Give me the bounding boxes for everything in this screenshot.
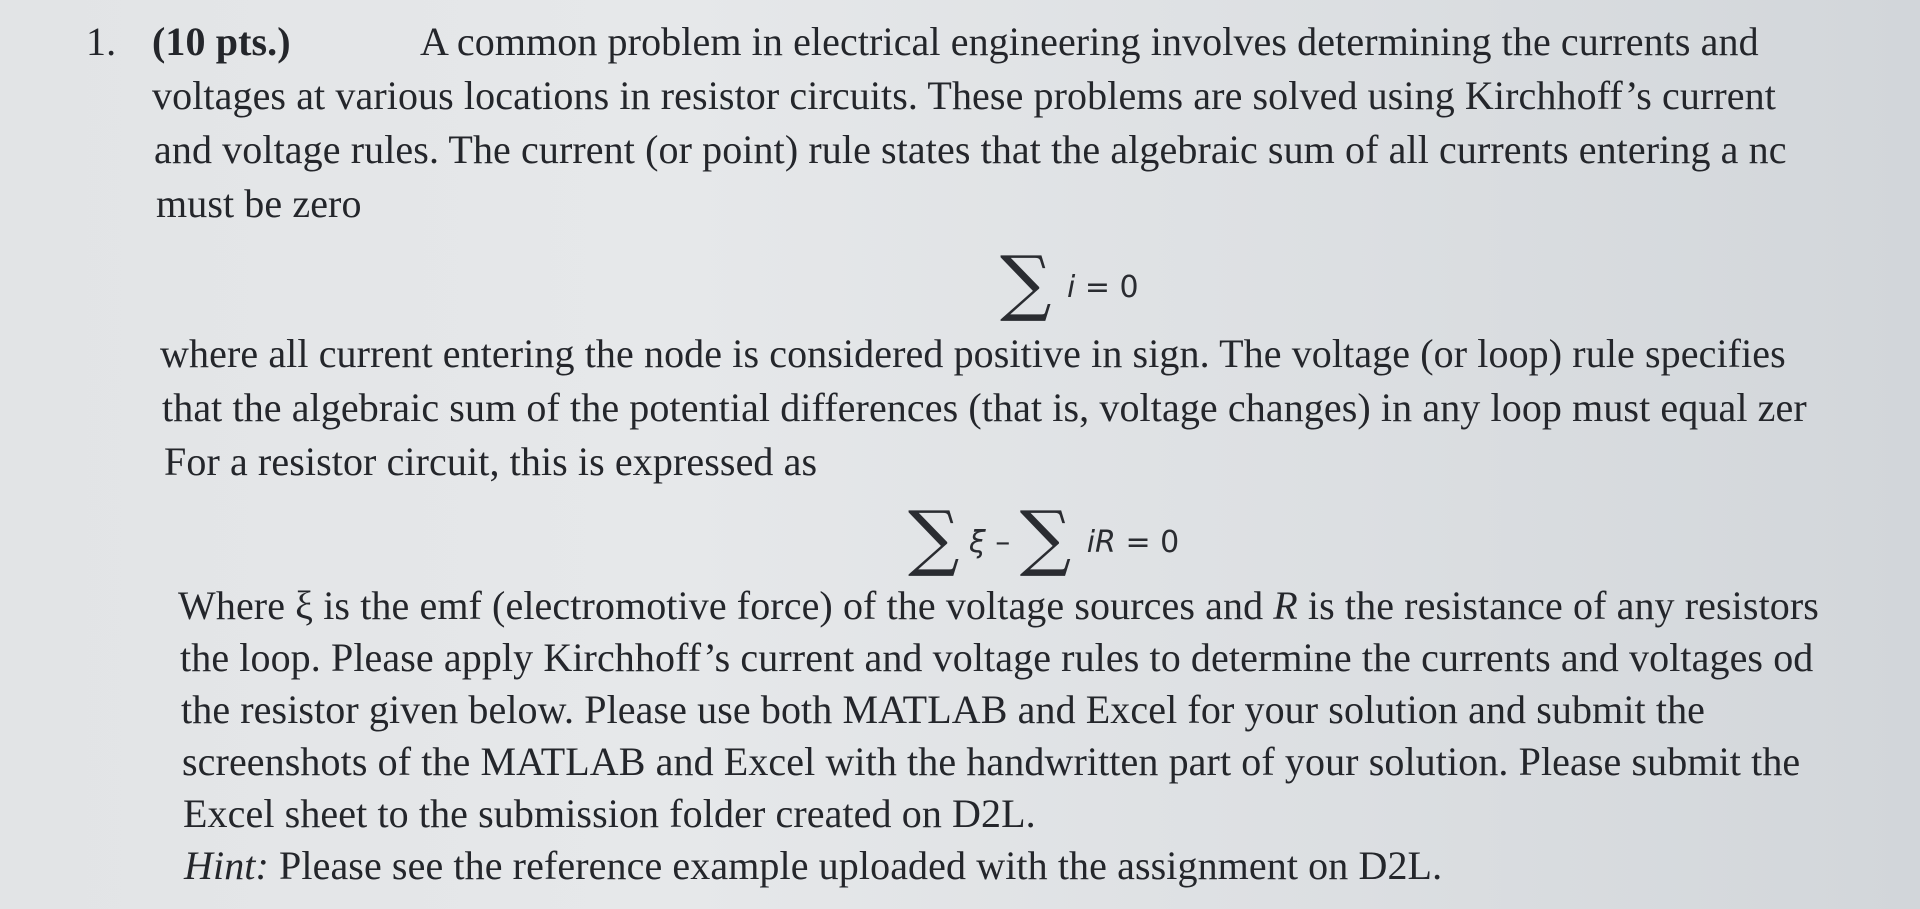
equation-voltage-rule <box>908 495 1180 579</box>
para1-line-1: A common problem in electrical engineering involves determining the currents and <box>420 19 1759 64</box>
para3-line-5: Excel sheet to the submission folder created on D2L. <box>183 791 1036 836</box>
eq1-variable: i <box>1066 270 1076 305</box>
para2-line-2: that the algebraic sum of the potential differences (that is, voltage changes) in any loop must equal zer <box>162 385 1807 430</box>
para3-line-1 <box>178 582 1819 630</box>
sigma-symbol-2: ∑ <box>1019 495 1072 579</box>
sigma-symbol-1: ∑ <box>908 495 960 579</box>
hint-line <box>184 842 1442 890</box>
xi-symbol: ξ <box>968 525 986 560</box>
eq2-rest: = 0 <box>1115 525 1180 560</box>
problem-header <box>86 18 116 66</box>
para3-line-3: the resistor given below. Please use both MATLAB and Excel for your solution and submit the <box>181 687 1706 732</box>
para1-line-2: voltages at various locations in resistor circuits. These problems are solved using Kirchhoff’s current <box>152 73 1776 118</box>
para2-line-1: where all current entering the node is considered positive in sign. The voltage (or loop) rule specifies <box>160 331 1786 376</box>
hint-label: Hint: <box>184 843 269 888</box>
para2-line-3: For a resistor circuit, this is expressed as <box>164 439 818 484</box>
para3-line-1-a: Where ξ is the emf (electromotive force) of the voltage sources and <box>178 583 1274 628</box>
hint-text: Please see the reference example uploaded with the assignment on D2L. <box>268 843 1443 888</box>
equation-current-rule <box>1000 240 1139 324</box>
para3-line-2: the loop. Please apply Kirchhoff’s current and voltage rules to determine the currents and voltages od <box>180 635 1814 680</box>
para3-line-1-b: is the resistance of any resistors <box>1297 583 1819 628</box>
problem-number: 1. <box>86 19 117 64</box>
problem-points: (10 pts.) <box>152 19 291 64</box>
eq2-variable: iR <box>1086 525 1116 560</box>
resistance-symbol: R <box>1273 583 1298 628</box>
para3-line-4: screenshots of the MATLAB and Excel with the handwritten part of your solution. Please submit the <box>182 739 1801 784</box>
sigma-symbol: ∑ <box>1000 240 1052 324</box>
eq1-rest: = 0 <box>1075 270 1139 305</box>
para1-line-3: and voltage rules. The current (or point) rule states that the algebraic sum of all currents entering a nc <box>154 127 1787 172</box>
para1-line-4: must be zero <box>156 181 362 226</box>
minus-sign: – <box>985 525 1020 560</box>
